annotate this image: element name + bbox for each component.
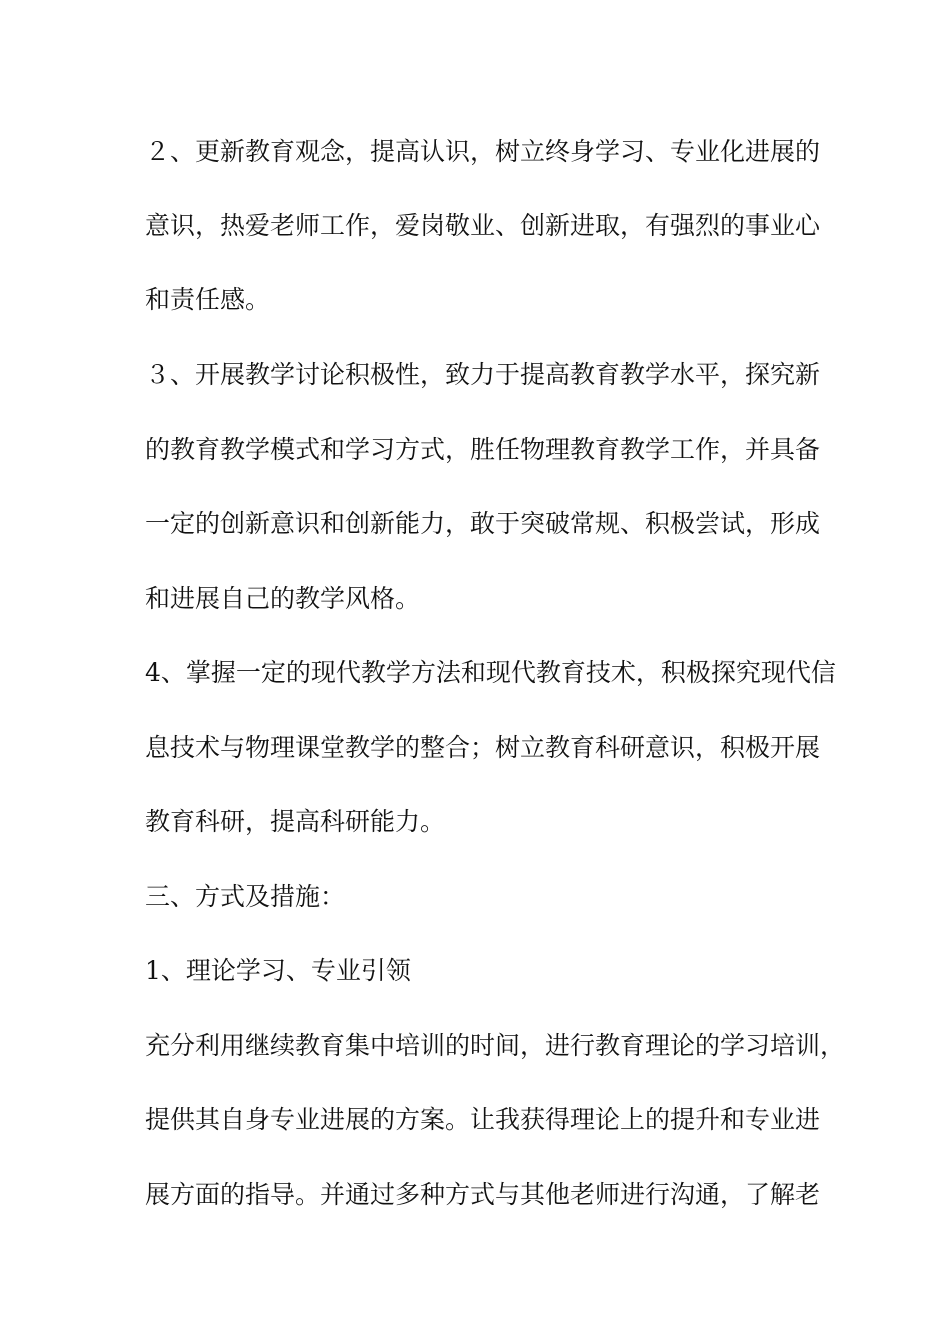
text-line: 4、掌握一定的现代教学方法和现代教育技术，积极探究现代信	[145, 658, 836, 687]
text-line: 和责任感。	[145, 285, 271, 314]
text-line: 展方面的指导。并通过多种方式与其他老师进行沟通，了解老	[145, 1180, 821, 1209]
text-line: 教育科研，提高科研能力。	[145, 807, 446, 836]
text-line: 提供其自身专业进展的方案。让我获得理论上的提升和专业进	[145, 1105, 821, 1134]
text-line: 充分利用继续教育集中培训的时间，进行教育理论的学习培训，	[145, 1031, 846, 1060]
text-line: ２、更新教育观念，提高认识，树立终身学习、专业化进展的	[145, 137, 821, 166]
text-line: 的教育教学模式和学习方式，胜任物理教育教学工作，并具备	[145, 435, 821, 464]
section-heading: 三、方式及措施：	[145, 882, 346, 911]
text-line: 意识，热爱老师工作，爱岗敬业、创新进取，有强烈的事业心	[145, 211, 821, 240]
text-line: 息技术与物理课堂教学的整合；树立教育科研意识，积极开展	[145, 733, 821, 762]
text-line: 一定的创新意识和创新能力，敢于突破常规、积极尝试，形成	[145, 509, 821, 538]
subsection-heading: 1、理论学习、专业引领	[145, 956, 411, 985]
text-line: ３、开展教学讨论积极性，致力于提高教育教学水平，探究新	[145, 360, 821, 389]
text-line: 和进展自己的教学风格。	[145, 584, 421, 613]
